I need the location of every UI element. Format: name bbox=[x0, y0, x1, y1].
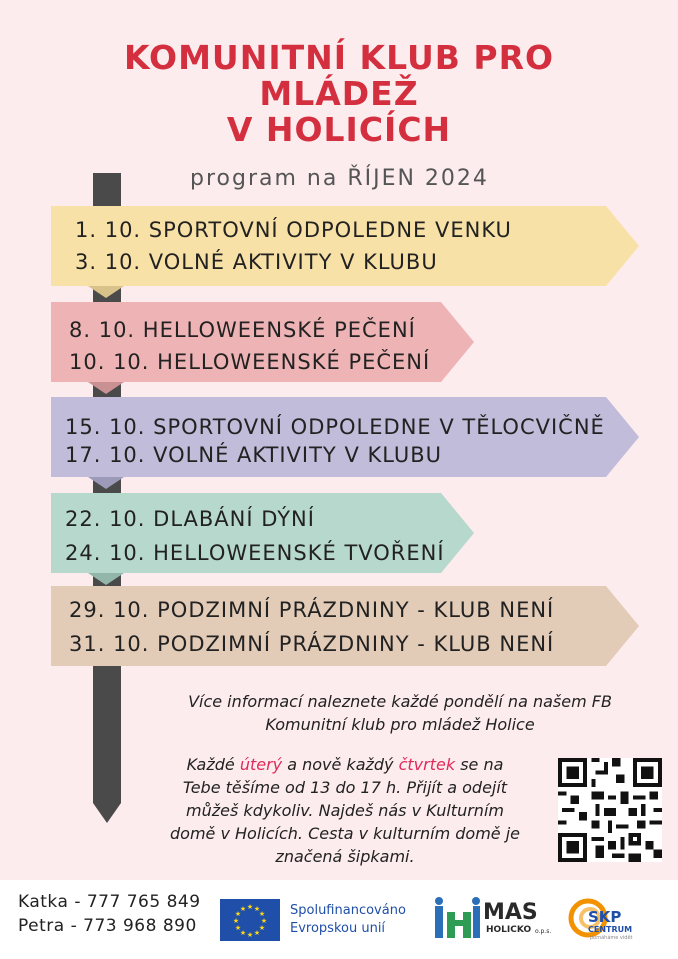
thursday-highlight: čtvrtek bbox=[398, 755, 456, 774]
skp-logo-tagline: pomáháme vidět bbox=[590, 935, 633, 941]
mas-logo-ops: o.p.s. bbox=[535, 928, 552, 935]
hours-text-b: a nově každý bbox=[282, 755, 399, 774]
svg-text:★: ★ bbox=[232, 917, 240, 925]
fb-info bbox=[150, 690, 650, 736]
title-line-1: KOMUNITNÍ KLUB PRO bbox=[123, 38, 555, 77]
svg-text:★: ★ bbox=[246, 931, 254, 939]
sign-2-line-2: 10. 10. HELLOWEENSKÉ PEČENÍ bbox=[69, 350, 431, 374]
hours-line-3: můžeš kdykoliv. Najdeš nás v Kulturním bbox=[186, 801, 504, 820]
sign-4 bbox=[51, 493, 476, 573]
svg-text:★: ★ bbox=[253, 929, 261, 937]
hours-line-1 bbox=[140, 753, 550, 776]
sign-3-line-2: 17. 10. VOLNÉ AKTIVITY V KLUBU bbox=[65, 443, 443, 467]
mas-logo-icon bbox=[433, 896, 481, 940]
sign-5-line-2: 31. 10. PODZIMNÍ PRÁZDNINY - KLUB NENÍ bbox=[69, 632, 555, 656]
svg-text:★: ★ bbox=[258, 924, 266, 932]
hours-line-5: značená šipkami. bbox=[275, 847, 415, 866]
sign-1-line-2: 3. 10. VOLNÉ AKTIVITY V KLUBU bbox=[75, 250, 438, 274]
svg-text:★: ★ bbox=[234, 910, 242, 918]
sign-5-line-1: 29. 10. PODZIMNÍ PRÁZDNINY - KLUB NENÍ bbox=[69, 598, 555, 622]
title-line-2: MLÁDEŽ bbox=[259, 74, 419, 113]
sign-2-line-1: 8. 10. HELLOWEENSKÉ PEČENÍ bbox=[69, 318, 416, 342]
sign-2-notch bbox=[88, 382, 124, 394]
sign-4-line-1: 22. 10. DLABÁNÍ DÝNÍ bbox=[65, 507, 315, 531]
hours-text-c: se na bbox=[455, 755, 504, 774]
contact-phone[interactable]: 773 968 890 bbox=[83, 916, 197, 936]
svg-text:★: ★ bbox=[234, 924, 242, 932]
hours-line-2: Tebe těšíme od 13 do 17 h. Přijít a odejít bbox=[182, 778, 508, 797]
title-line-3: V HOLICÍCH bbox=[226, 110, 452, 149]
mas-logo-subtitle: HOLICKO bbox=[486, 925, 532, 935]
sign-4-line-2: 24. 10. HELLOWEENSKÉ TVOŘENÍ bbox=[65, 541, 445, 565]
hours-line-4: domě v Holicích. Cesta v kulturním domě je bbox=[170, 824, 520, 843]
contact-katka: Katka - 777 765 849 bbox=[18, 892, 201, 912]
sign-5 bbox=[51, 586, 641, 666]
signpost-pole-tip bbox=[93, 803, 121, 823]
opening-hours-info bbox=[140, 753, 550, 868]
contact-name: Katka bbox=[18, 892, 69, 912]
svg-text:★: ★ bbox=[239, 929, 247, 937]
hours-text-a: Každé bbox=[186, 755, 240, 774]
sign-1-notch bbox=[88, 286, 124, 298]
fb-info-line-2: Komunitní klub pro mládež Holice bbox=[265, 715, 535, 734]
eu-flag-icon bbox=[220, 899, 280, 941]
mas-logo-text: MAS bbox=[483, 900, 538, 925]
eu-text-line-1: Spolufinancováno bbox=[290, 903, 406, 918]
sign-3-notch bbox=[88, 477, 124, 489]
sign-2 bbox=[51, 302, 476, 382]
sign-1-line-1: 1. 10. SPORTOVNÍ ODPOLEDNE VENKU bbox=[75, 218, 512, 242]
svg-text:★: ★ bbox=[246, 903, 254, 911]
eu-text-line-2: Evropskou unií bbox=[290, 921, 386, 936]
poster-title bbox=[0, 40, 678, 148]
sign-1 bbox=[51, 206, 641, 286]
tuesday-highlight: úterý bbox=[239, 755, 283, 774]
svg-text:★: ★ bbox=[258, 910, 266, 918]
program-subtitle: program na ŘÍJEN 2024 bbox=[190, 166, 489, 191]
sign-4-notch bbox=[88, 573, 124, 585]
contact-petra: Petra - 773 968 890 bbox=[18, 916, 197, 936]
sign-3 bbox=[51, 397, 641, 477]
svg-text:★: ★ bbox=[239, 905, 247, 913]
skp-logo-text: SKP bbox=[588, 908, 622, 926]
svg-text:★: ★ bbox=[260, 917, 268, 925]
contact-phone[interactable]: 777 765 849 bbox=[86, 892, 201, 912]
svg-text:★: ★ bbox=[253, 905, 261, 913]
skp-logo-subtitle: CENTRUM bbox=[588, 925, 633, 934]
contact-name: Petra bbox=[18, 916, 65, 936]
qr-code-icon[interactable] bbox=[558, 758, 662, 862]
sign-3-line-1: 15. 10. SPORTOVNÍ ODPOLEDNE V TĚLOCVIČNĚ bbox=[65, 415, 605, 439]
fb-info-line-1: Více informací naleznete každé pondělí na našem FB bbox=[188, 692, 612, 711]
